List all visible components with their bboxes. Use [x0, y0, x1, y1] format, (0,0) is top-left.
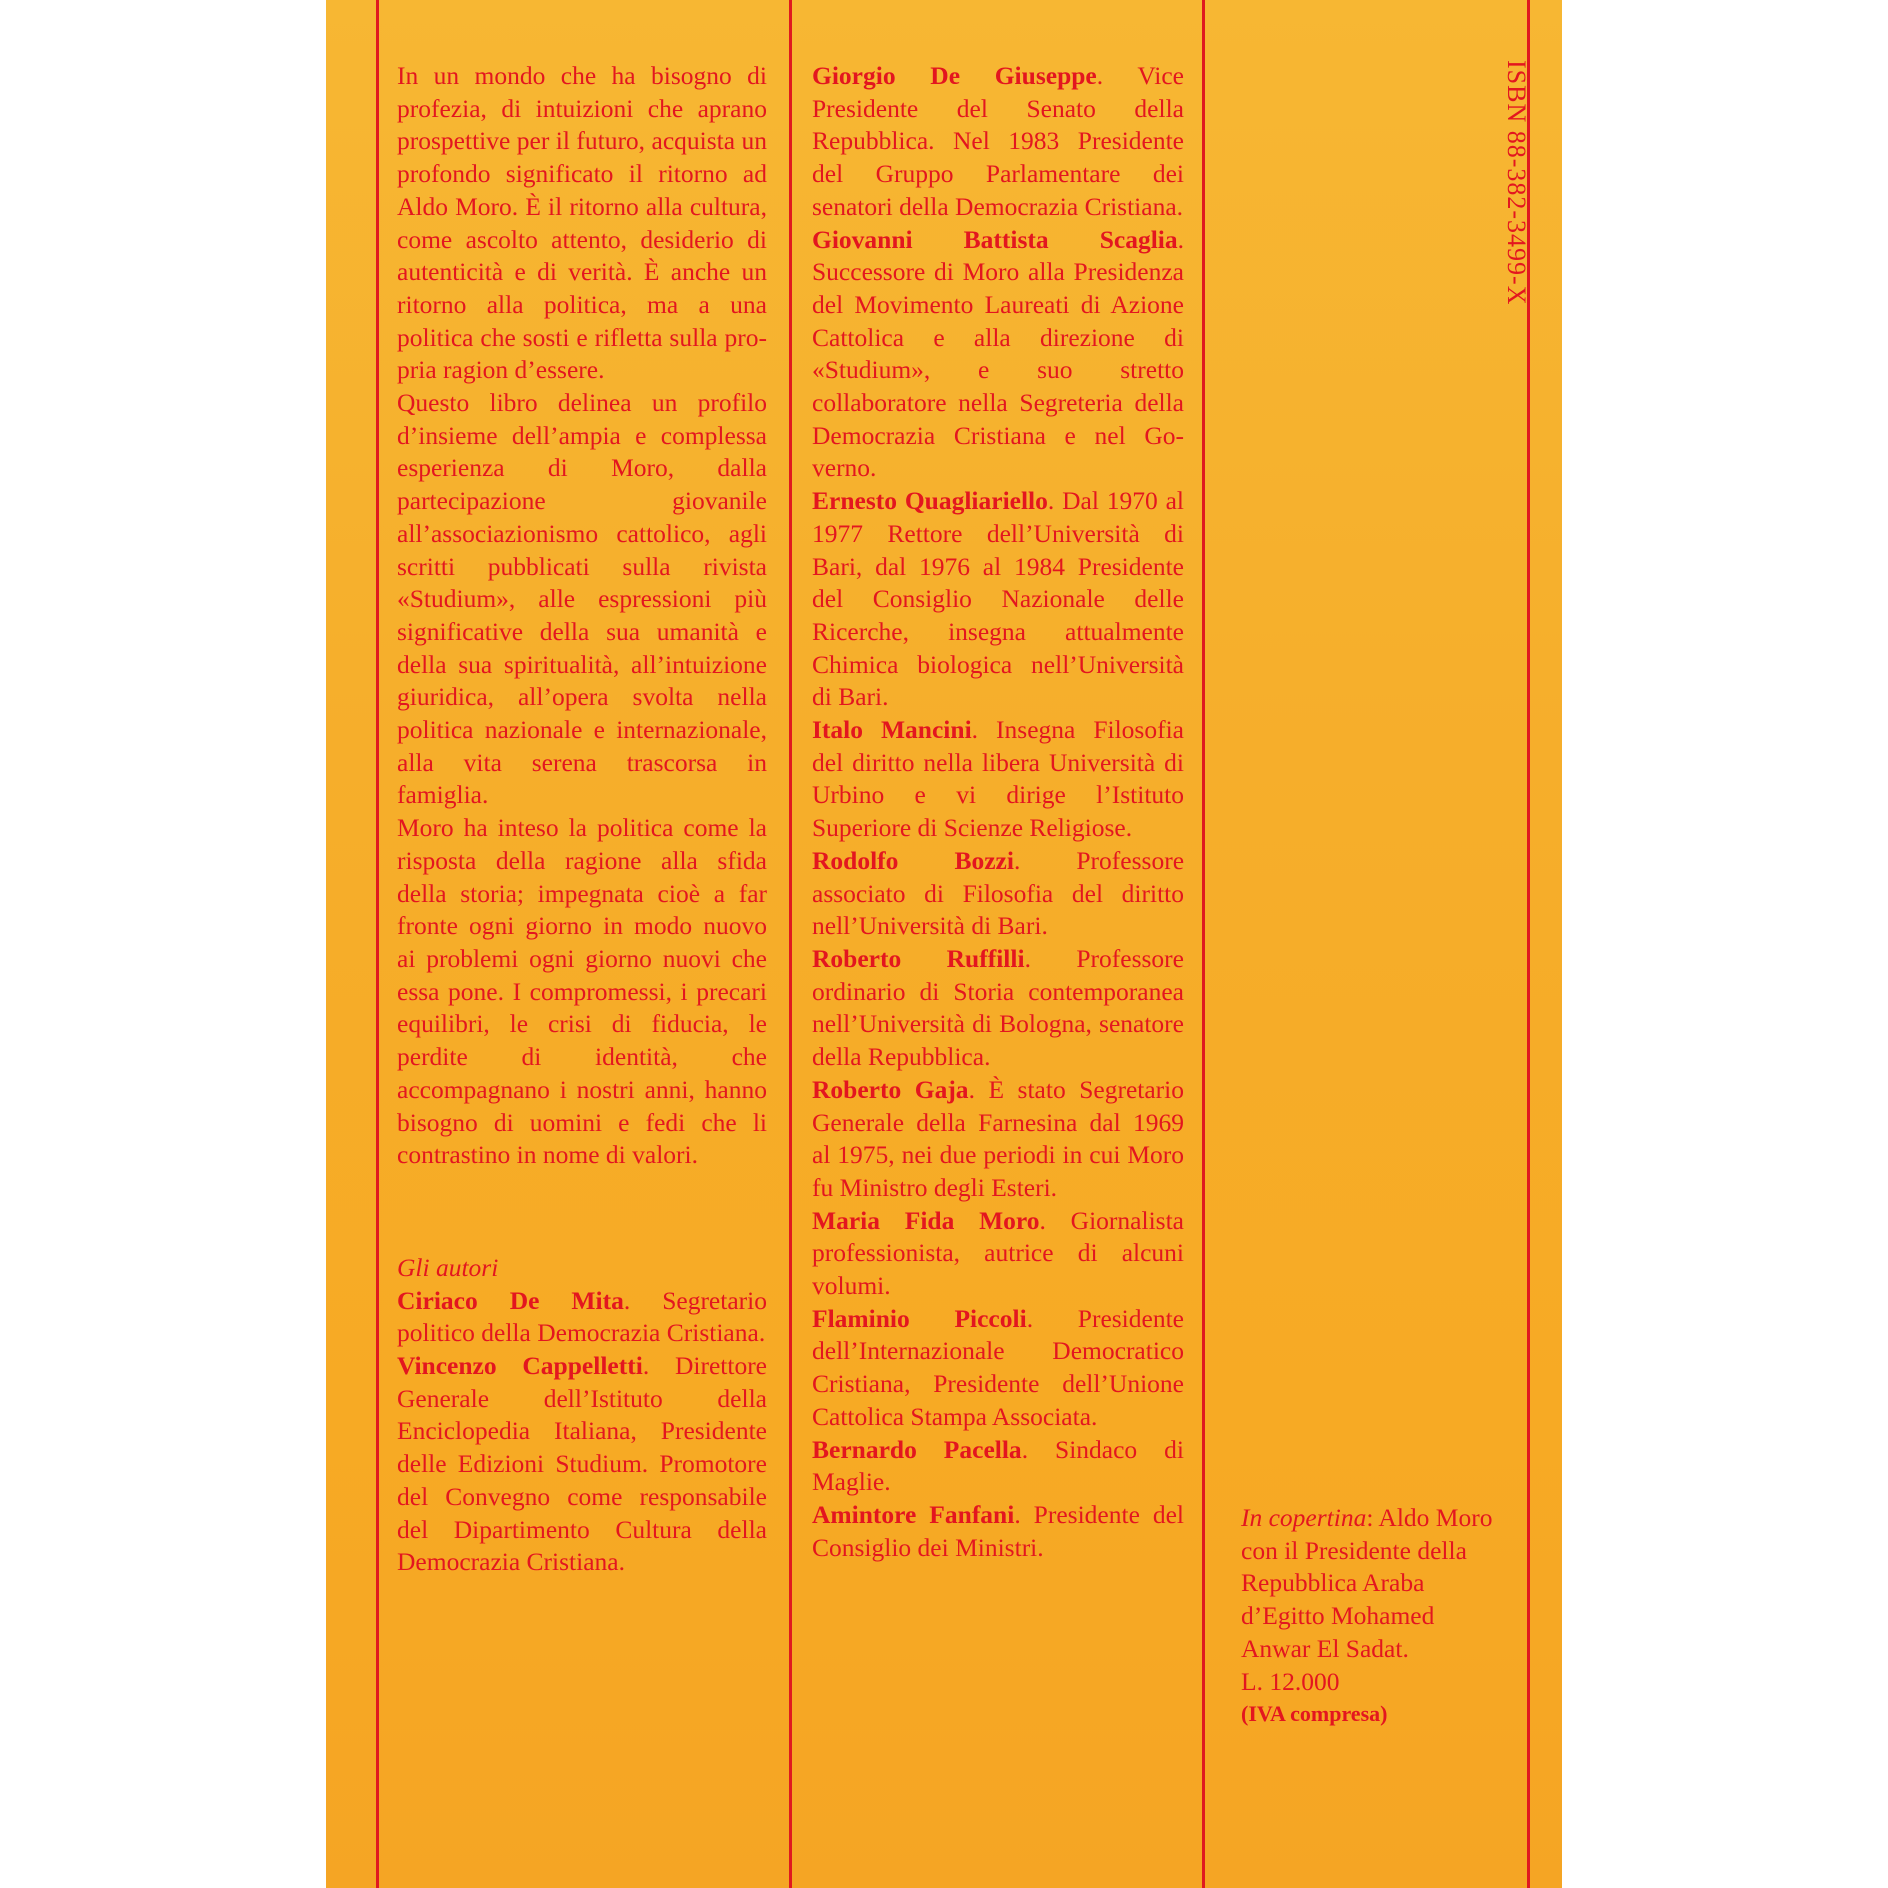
author-bio [812, 485, 1184, 714]
blurb-paragraph: Moro ha inteso la politica come la risposta della ragione alla sfida della storia; impegnata cioè a far fronte ogni giorno in modo nuovo ai problemi ogni giorno nuovi che essa pone. I compromessi, i precari equilibri, le crisi di fiducia, le perdite di identità, che accompagnano i nostri anni, hanno bisogno di uomini e fedi che li contrastino in nome di valori. [397, 813, 767, 1170]
author-name: Flaminio Piccoli [812, 1303, 1027, 1333]
author-bio [397, 1350, 767, 1579]
author-bio [812, 1303, 1184, 1434]
author-name: Italo Mancini [812, 715, 972, 745]
author-name: Roberto Ruffilli [812, 943, 1025, 973]
author-bio [812, 1499, 1184, 1564]
author-bio [812, 1074, 1184, 1205]
author-bio [812, 60, 1184, 224]
author-description: . Successore di Moro alla Presidenza del Movimento Laureati di Azione Cattolica e alla direzione di «Studium», e suo stretto collaboratore nella Segreteria della Democrazia Cristiana e nel Governo. [812, 224, 1184, 483]
author-bio [812, 943, 1184, 1074]
blurb-paragraph: In un mondo che ha bisogno di profezia, di intuizioni che aprano prospettive per il futuro, acquista un profondo significato il ritorno ad Aldo Moro. È il ritorno alla cultura, come ascolto attento, desiderio di autenticità e di verità. È anche un ritorno alla politica, ma a una politica che sosti e rifletta sulla propria ragion d’essere. [397, 61, 767, 385]
author-name: Amintore Fanfani [812, 1499, 1015, 1529]
author-bio [812, 224, 1184, 486]
author-bio [812, 845, 1184, 943]
author-name: Giovanni Battista Scaglia [812, 224, 1178, 254]
column-divider-rule-1 [789, 0, 792, 1888]
isbn-number: ISBN 88-382-3499-X [1502, 60, 1531, 306]
author-description: . Presidente del Consiglio dei Ministri. [812, 1499, 1185, 1562]
author-name: Vincenzo Cappelletti [397, 1351, 643, 1381]
authors-heading: Gli autori [397, 1252, 499, 1282]
left-border-rule [376, 0, 379, 1888]
author-name: Rodolfo Bozzi [812, 845, 1014, 875]
column-divider-rule-2 [1202, 0, 1205, 1888]
author-name: Giorgio De Giuseppe [812, 61, 1097, 90]
cover-caption [1241, 1502, 1501, 1666]
cover-info-column [1241, 1502, 1501, 1731]
author-description: . Direttore Generale dell’Istituto della Enciclopedia Italiana, Presidente delle Edizioni Studium. Promotore del Convegno come responsabile del Dipartimento Cultura della Democrazia Cristiana. [397, 1351, 767, 1577]
author-bio [812, 714, 1184, 845]
author-bio [812, 1205, 1184, 1303]
authors-column [812, 60, 1184, 1564]
author-name: Maria Fida Moro [812, 1205, 1040, 1235]
author-description: . Presidente dell’Internazionale Democratico Cristiana, Presidente dell’Unione Cattolica Stampa Associata. [812, 1303, 1184, 1431]
author-bio [812, 1434, 1184, 1499]
author-name: Bernardo Pacella [812, 1434, 1022, 1464]
blurb-paragraph: Questo libro delinea un profilo d’insieme dell’ampia e complessa esperienza di Moro, dalla partecipazione giovanile all’associazionismo cattolico, agli scritti pubblicati sulla rivista «Studium», alle espressioni più significative della sua umanità e della sua spiritualità, all’intuizione giuridica, all’opera svolta nella politica nazionale e internazionale, alla vita serena trascorsa in famiglia. [397, 388, 767, 810]
author-name: Ciriaco De Mita [397, 1285, 624, 1315]
spacer [397, 1172, 767, 1252]
book-back-cover [326, 0, 1562, 1888]
author-description: . Segretario politico della Democrazia Cristiana. [397, 1285, 767, 1348]
author-description: . Giornalista professionista, autrice di alcuni volumi. [812, 1205, 1184, 1301]
author-description: . Professore ordinario di Storia contemporanea nell’Università di Bologna, senatore della Repubblica. [812, 943, 1184, 1072]
author-name: Roberto Gaja [812, 1074, 969, 1104]
author-name: Ernesto Quagliariello [812, 486, 1048, 516]
author-description: . È stato Segretario Generale della Farnesina dal 1969 al 1975, nei due periodi in cui Moro fu Ministro degli Esteri. [812, 1074, 1184, 1202]
author-description: . Sindaco di Maglie. [812, 1434, 1184, 1497]
author-bio [397, 1285, 767, 1350]
price-note: (IVA compresa) [1241, 1701, 1388, 1727]
author-description: . Dal 1970 al 1977 Rettore dell’Università di Bari, dal 1976 al 1984 Presidente del Consiglio Nazionale delle Ricerche, insegna attualmente Chimica biologica nell’Università di Bari. [812, 486, 1184, 712]
cover-caption-label: In copertina [1241, 1503, 1367, 1532]
price: L. 12.000 [1241, 1666, 1340, 1696]
author-description: . Professore associato di Filosofia del diritto nell’Università di Bari. [812, 845, 1185, 941]
cover-caption-text: : Aldo Moro con il Presidente della Repubblica Araba d’Egitto Mohamed Anwar El Sadat. [1241, 1503, 1493, 1663]
author-description: . Insegna Filosofia del diritto nella libera Università di Urbino e vi dirige l’Istituto Superiore di Scienze Religiose. [812, 715, 1184, 843]
author-description: . Vice Presidente del Senato della Repubblica. Nel 1983 Presidente del Gruppo Parlamentare dei senatori della Democrazia Cristiana. [812, 61, 1184, 221]
blurb-column [397, 60, 767, 1579]
